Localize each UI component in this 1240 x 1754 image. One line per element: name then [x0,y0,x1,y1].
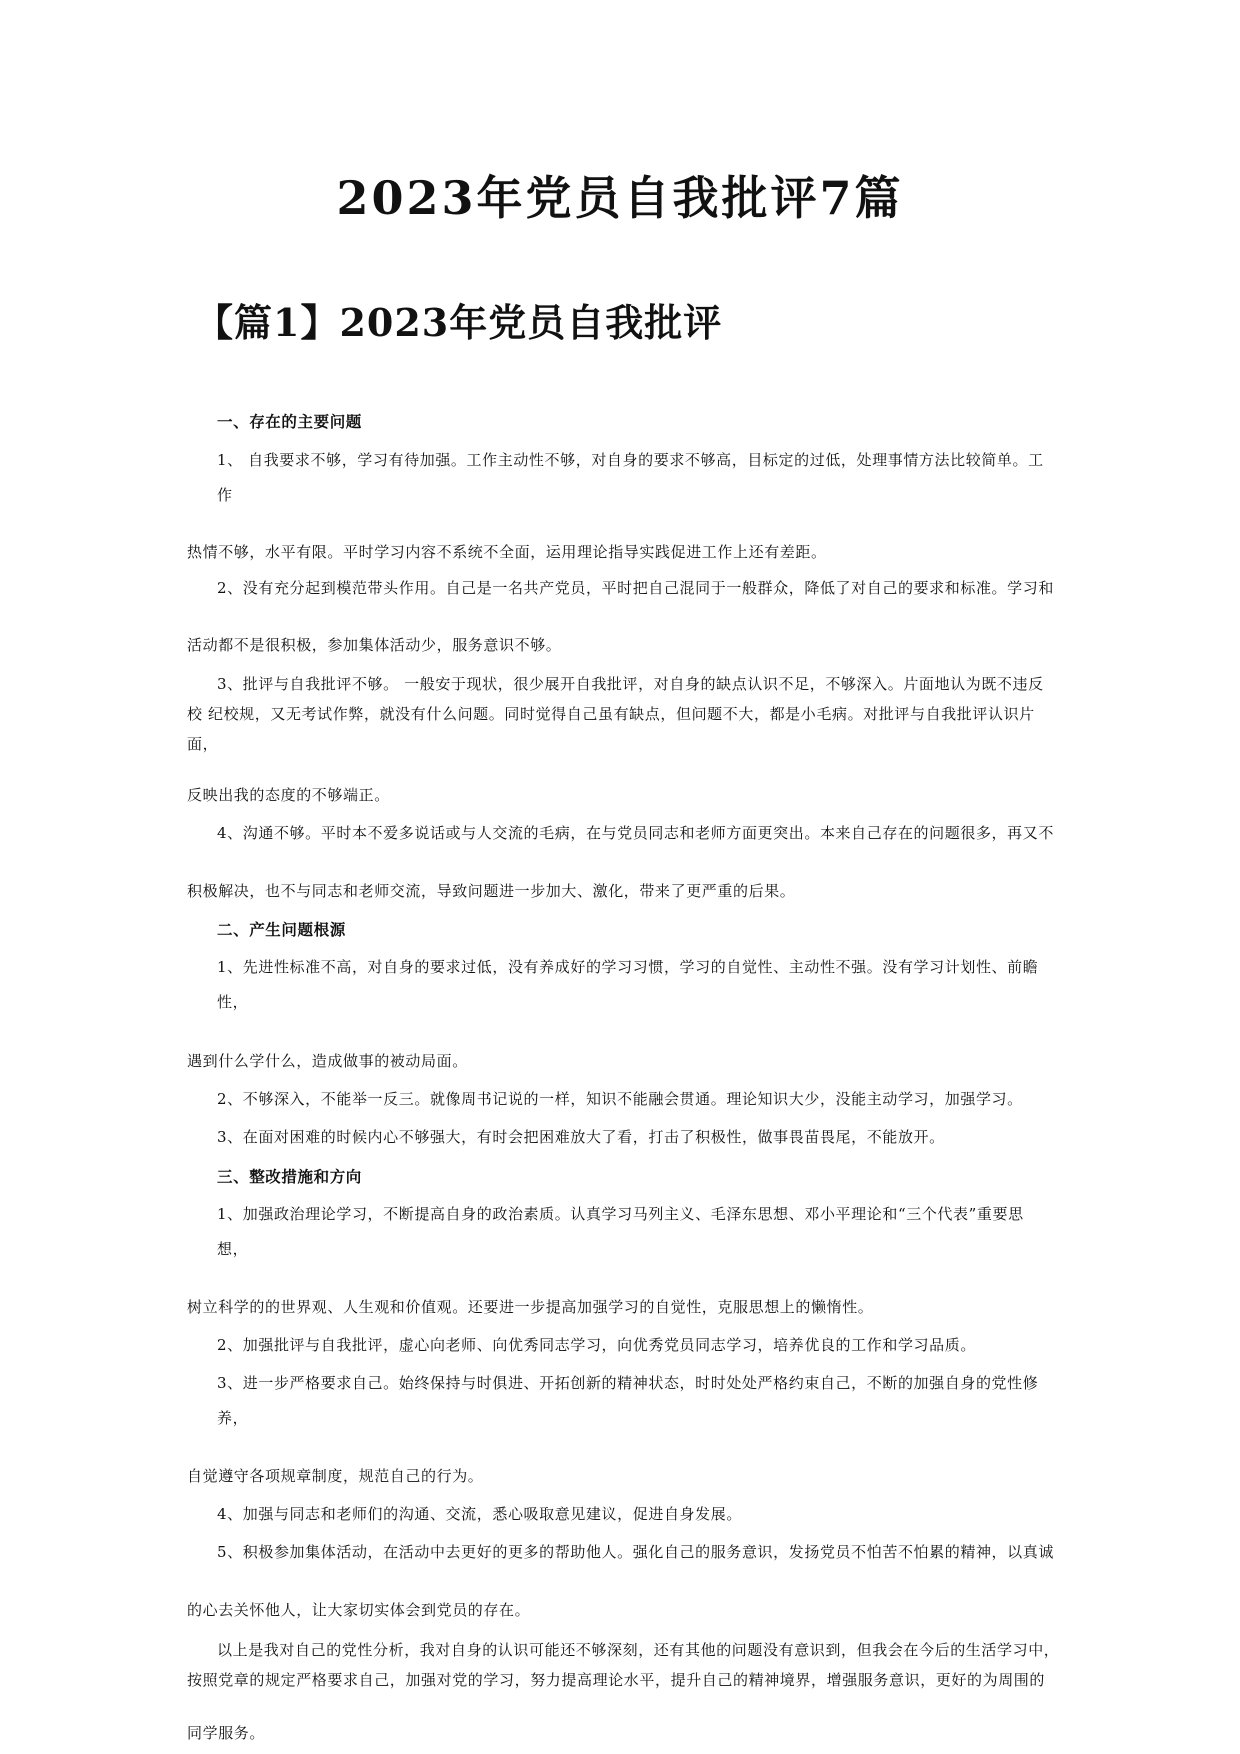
paragraph-line: 性， [217,993,249,1011]
paragraph-line: 4、加强与同志和老师们的沟通、交流，悉心吸取意见建议，促进自身发展。 [217,1505,742,1523]
heading-problem-roots: 二、产生问题根源 [217,921,346,939]
paragraph-line: 自觉遵守各项规章制度，规范自己的行为。 [187,1467,484,1485]
paragraph-line: 3、进一步严格要求自己。始终保持与时俱进、开拓创新的精神状态，时时处处严格约束自己，不断的加强自身的党性修 [217,1374,1039,1392]
heading-main-problems: 一、存在的主要问题 [217,413,362,431]
heading-rectification-measures: 三、整改措施和方向 [217,1168,362,1186]
paragraph-line: 积极解决，也不与同志和老师交流，导致问题进一步加大、激化，带来了更严重的后果。 [187,882,796,900]
paragraph-line: 反映出我的态度的不够端正。 [187,786,390,804]
paragraph-line: 3、批评与自我批评不够。 一般安于现状，很少展开自我批评，对自身的缺点认识不足，不够深入。片面地认为既不违反 [217,675,1044,693]
paragraph-line: 3、在面对困难的时候内心不够强大，有时会把困难放大了看，打击了积极性，做事畏苗畏尾，不能放开。 [217,1128,945,1146]
section-title: 【篇1】2023年党员自我批评 [195,300,723,345]
paragraph-line: 想， [217,1240,249,1258]
paragraph-line: 2、不够深入，不能举一反三。就像周书记说的一样，知识不能融会贯通。理论知识大少，没能主动学习，加强学习。 [217,1090,1023,1108]
paragraph-line: 2、加强批评与自我批评，虚心向老师、向优秀同志学习，向优秀党员同志学习，培养优良的工作和学习品质。 [217,1336,976,1354]
paragraph-line: 树立科学的的世界观、人生观和价值观。还要进一步提高加强学习的自觉性，克服思想上的懒惰性。 [187,1298,874,1316]
paragraph-line: 热情不够，水平有限。平时学习内容不系统不全面，运用理论指导实践促进工作上还有差距。 [187,543,827,561]
paragraph-line: 遇到什么学什么，造成做事的被动局面。 [187,1052,468,1070]
paragraph-line: 面， [187,735,219,753]
paragraph-line: 5、积极参加集体活动，在活动中去更好的更多的帮助他人。强化自己的服务意识，发扬党员不怕苦不怕累的精神，以真诚 [217,1543,1054,1561]
paragraph-line: 1、先进性标准不高，对自身的要求过低，没有养成好的学习习惯，学习的自觉性、主动性不强。没有学习计划性、前瞻 [217,958,1039,976]
paragraph-line: 1、加强政治理论学习，不断提高自身的政治素质。认真学习马列主义、毛泽东思想、邓小平理论和“三个代表”重要思 [217,1205,1024,1223]
paragraph-line: 活动都不是很积极，参加集体活动少，服务意识不够。 [187,636,562,654]
paragraph-line: 的心去关怀他人，让大家切实体会到党员的存在。 [187,1601,531,1619]
paragraph-line: 2、没有充分起到模范带头作用。自己是一名共产党员，平时把自己混同于一般群众，降低了对自己的要求和标准。学习和 [217,579,1054,597]
paragraph-line: 养， [217,1409,249,1427]
paragraph-line: 4、沟通不够。平时本不爱多说话或与人交流的毛病，在与党员同志和老师方面更突出。本来自己存在的问题很多，再又不 [217,824,1054,842]
paragraph-line: 同学服务。 [187,1724,266,1742]
paragraph-line: 1、 自我要求不够，学习有待加强。工作主动性不够，对自身的要求不够高，目标定的过低，处理事情方法比较简单。工 [217,451,1044,469]
paragraph-line: 校 纪校规，又无考试作弊，就没有什么问题。同时觉得自己虽有缺点，但问题不大，都是小毛病。对批评与自我批评认识片 [187,705,1035,723]
paragraph-line: 以上是我对自己的党性分析，我对自身的认识可能还不够深刻，还有其他的问题没有意识到，但我会在今后的生活学习中， [217,1641,1060,1659]
document-title: 2023年党员自我批评7篇 [336,171,904,225]
paragraph-line: 作 [217,486,233,504]
paragraph-line: 按照党章的规定严格要求自己，加强对党的学习，努力提高理论水平，提升自己的精神境界，增强服务意识，更好的为周围的 [187,1671,1046,1689]
